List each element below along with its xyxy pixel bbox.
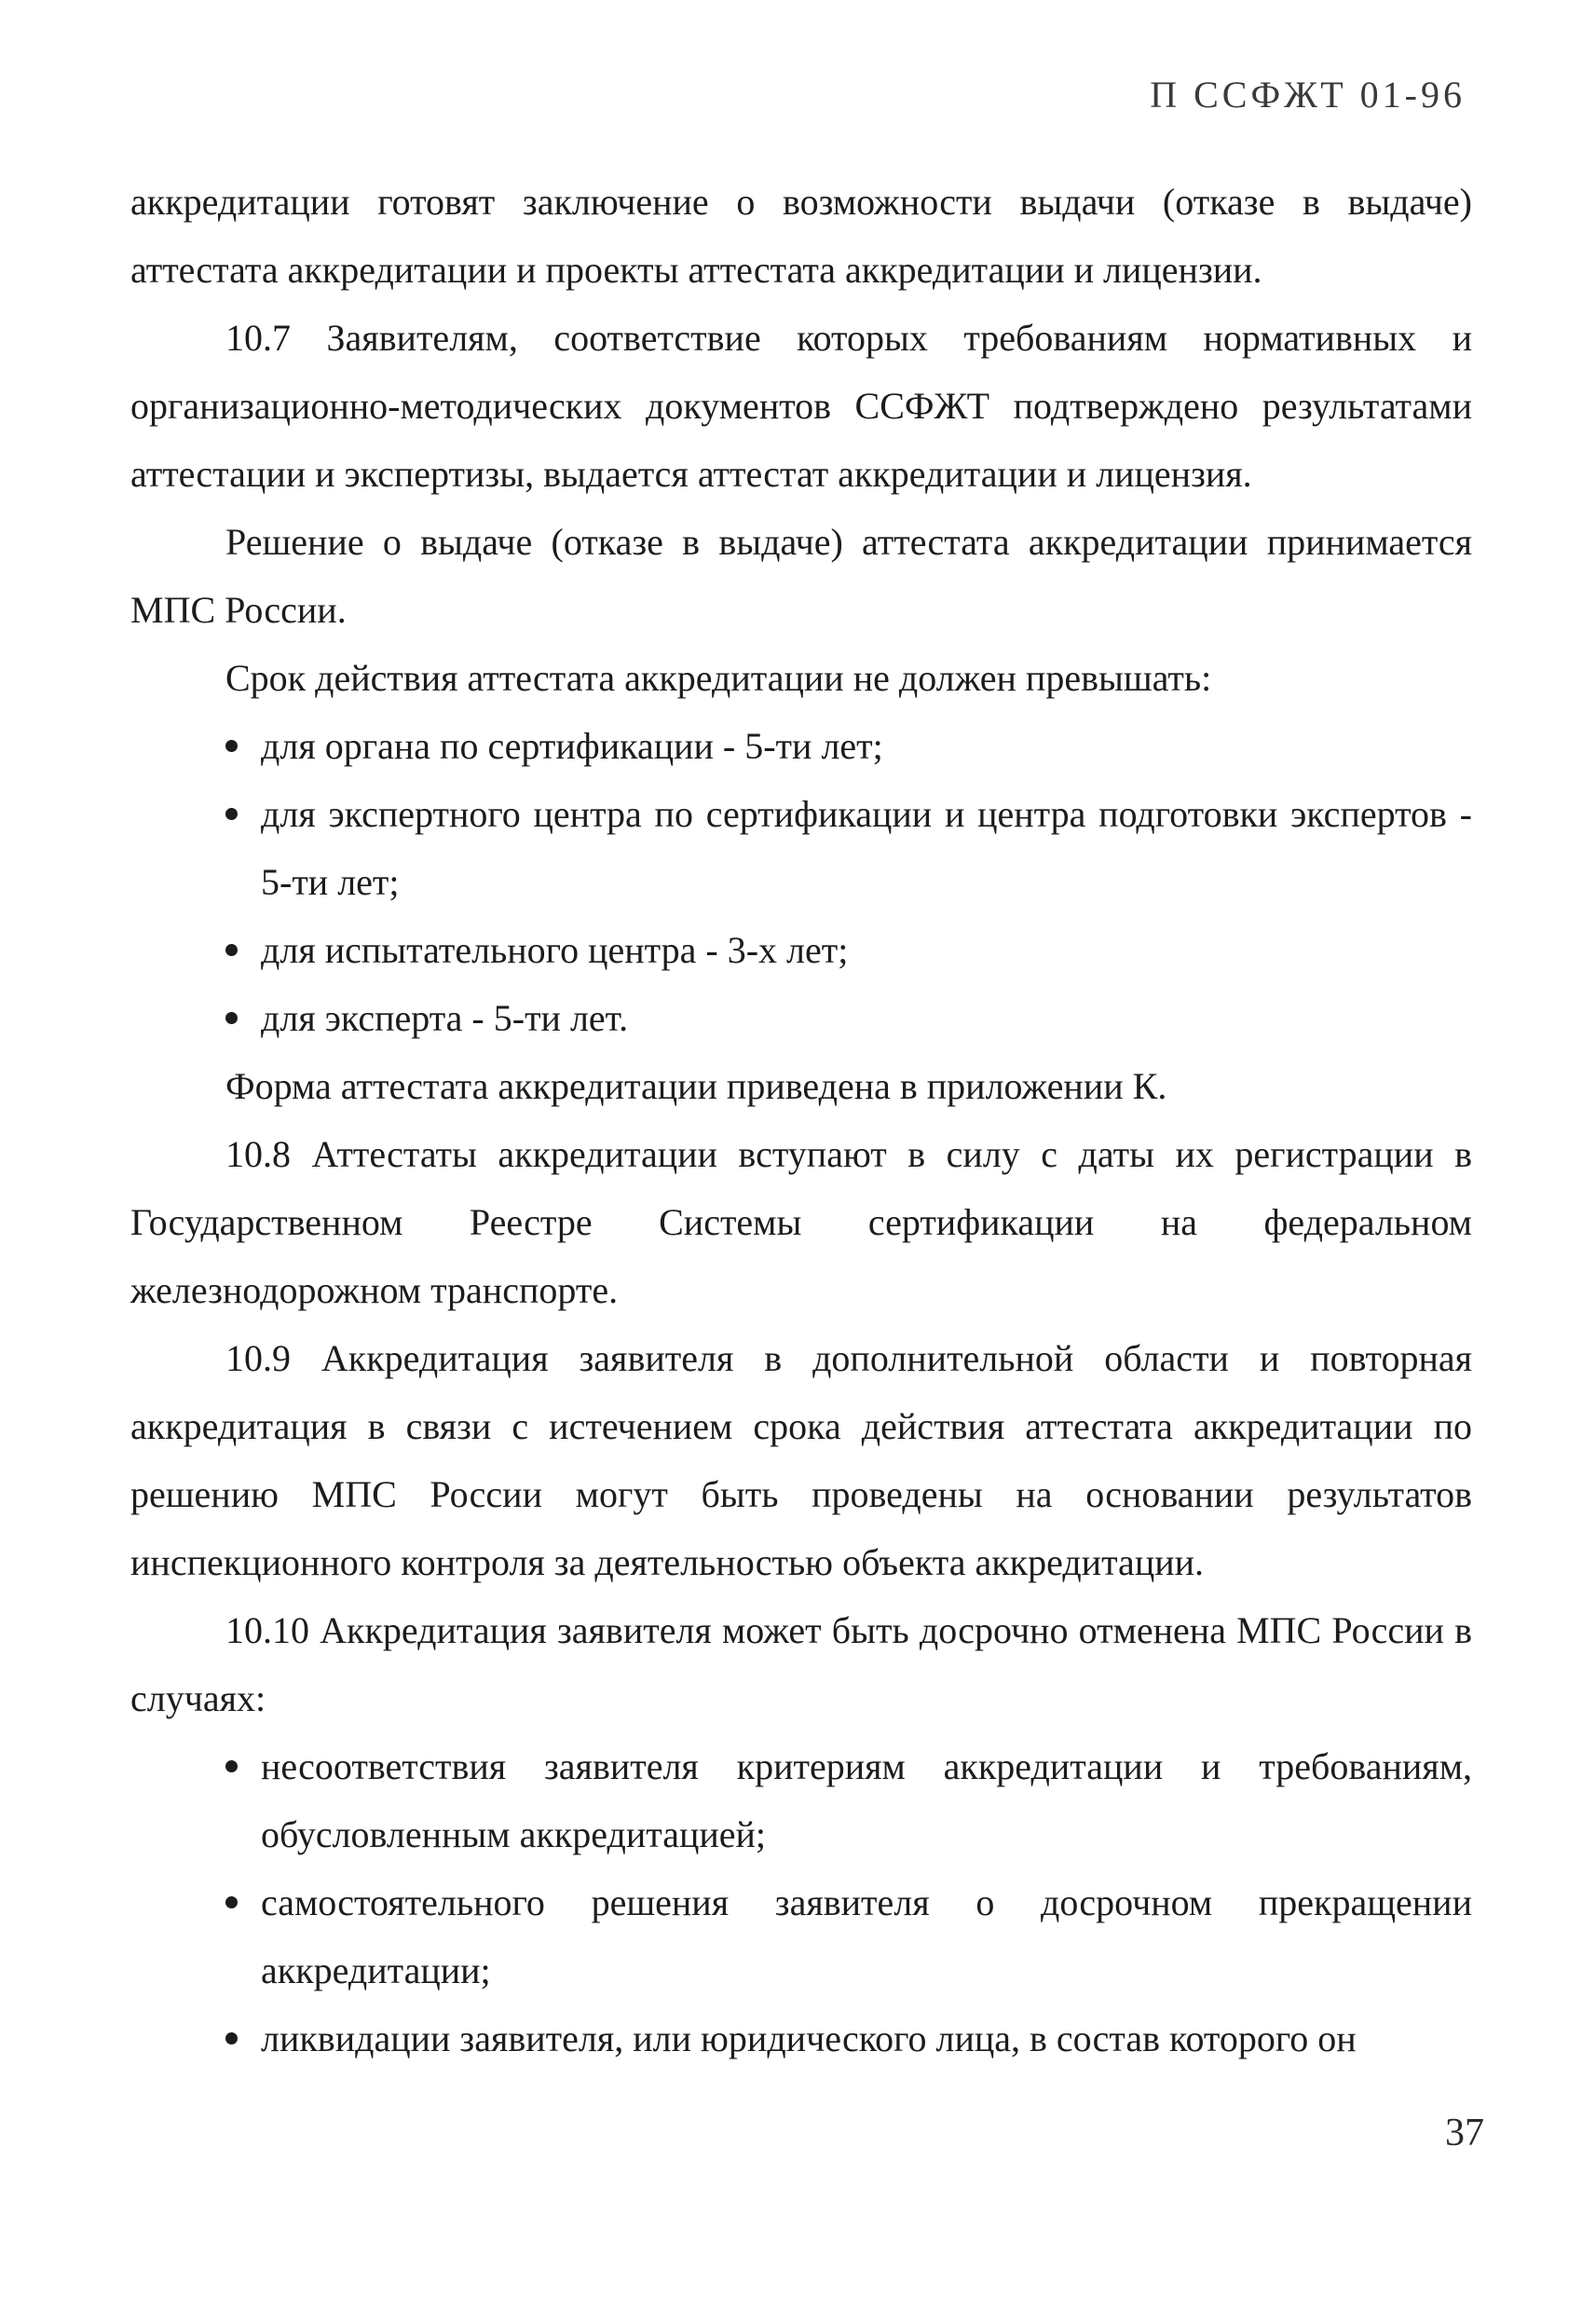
list-item: [130, 1732, 1472, 1868]
document-body: [130, 168, 1472, 2072]
bullet-icon: [225, 740, 238, 752]
paragraph-10-7: 10.7 Заявителям, соответствие которых требованиям нормативных и организационно-методических документов ССФЖТ подтверждено результатами аттестации и экспертизы, выдается аттестат аккредитации и лицензия.: [130, 317, 1472, 495]
bullet-icon: [225, 1012, 238, 1024]
list-item: [130, 984, 1472, 1052]
paragraph-intro: аккредитации готовят заключение о возможности выдачи (отказе в выдаче) аттестата аккредитации и проекты аттестата аккредитации и лицензии.: [130, 181, 1472, 291]
list-item-text: самостоятельного решения заявителя о досрочном прекращении аккредитации;: [261, 1881, 1472, 1991]
list-item-text: для испытательного центра - 3-х лет;: [261, 929, 849, 971]
bullet-icon: [225, 2032, 238, 2044]
bullet-icon: [225, 944, 238, 956]
list-item-text: несоответствия заявителя критериям аккредитации и требованиям, обусловленным аккредитацией;: [261, 1745, 1472, 1855]
list-item: [130, 712, 1472, 780]
paragraph-10-8: 10.8 Аттестаты аккредитации вступают в силу с даты их регистрации в Государственном Реестре Системы сертификации на федеральном железнодорожном транспорте.: [130, 1133, 1472, 1311]
bullet-icon: [225, 808, 238, 820]
list-item-text: для органа по сертификации - 5-ти лет;: [261, 725, 883, 767]
list-item-text: ликвидации заявителя, или юридического лица, в состав которого он: [261, 2017, 1357, 2059]
document-code: П ССФЖТ 01-96: [1150, 74, 1466, 116]
list-item: [130, 1868, 1472, 2004]
bullet-icon: [225, 1896, 238, 1908]
list-item: [130, 916, 1472, 984]
list-item-text: для экспертного центра по сертификации и центра подготовки экспертов - 5-ти лет;: [261, 793, 1472, 903]
cancel-list: [130, 1732, 1472, 2072]
list-item: [130, 2004, 1472, 2072]
page-number: 37: [1445, 2112, 1484, 2154]
paragraph-10-9: 10.9 Аккредитация заявителя в дополнительной области и повторная аккредитация в связи с истечением срока действия аттестата аккредитации по решению МПС России могут быть проведены на основании результатов инспекционного контроля за деятельностью объекта аккредитации.: [130, 1337, 1472, 1583]
paragraph-decision: Решение о выдаче (отказе в выдаче) аттестата аккредитации принимается МПС России.: [130, 521, 1472, 631]
paragraph-term: Срок действия аттестата аккредитации не должен превышать:: [225, 657, 1212, 699]
bullet-icon: [225, 1760, 238, 1772]
list-item-text: для эксперта - 5-ти лет.: [261, 997, 629, 1039]
paragraph-10-10: 10.10 Аккредитация заявителя может быть досрочно отменена МПС России в случаях:: [130, 1609, 1472, 1719]
paragraph-form: Форма аттестата аккредитации приведена в приложении К.: [225, 1065, 1167, 1107]
term-list: [130, 712, 1472, 1052]
list-item: [130, 780, 1472, 916]
